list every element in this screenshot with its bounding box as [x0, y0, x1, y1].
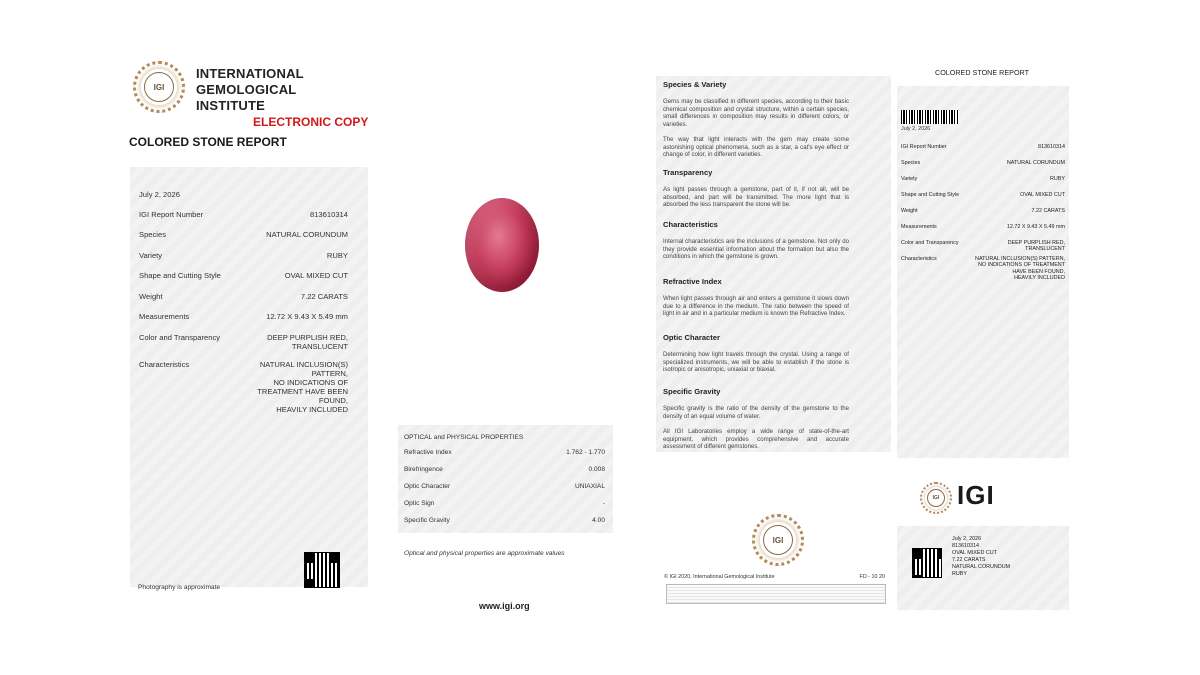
form-code: FD - 10 20: [859, 574, 885, 580]
info-page: [656, 70, 891, 615]
photo-note: Photography is approximate: [138, 584, 221, 591]
row-value-report-number: 813610314: [309, 210, 348, 219]
row-label-measurements: Measurements: [139, 312, 190, 321]
row-label-report-number: IGI Report Number: [139, 210, 204, 219]
website-link[interactable]: www.igi.org: [479, 601, 530, 611]
mini-card-line: 813610314: [952, 543, 979, 549]
diamond-icon: IGI: [144, 72, 174, 102]
igi-small-seal: [920, 482, 952, 514]
summary-label-report-number: IGI Report Number: [901, 144, 947, 150]
prop-label-biref: Birefringence: [404, 466, 443, 473]
mini-qr-code[interactable]: [912, 548, 942, 578]
summary-value-report-number: 813610314: [1038, 144, 1065, 150]
mini-card-line: RUBY: [952, 571, 967, 577]
prop-value-optic-char: UNIAXIAL: [574, 483, 605, 490]
section-heading-transparency: Transparency: [663, 168, 713, 177]
summary-value-shape: OVAL MIXED CUT: [1020, 192, 1065, 198]
prop-value-sg: 4.00: [592, 517, 605, 524]
summary-label-weight: Weight: [901, 208, 918, 214]
row-value-species: NATURAL CORUNDUM: [266, 230, 348, 239]
row-label-variety: Variety: [139, 251, 163, 260]
section-para-transparency: As light passes through a gemstone, part of it, if not all, will be absorbed, and part will be transmitted. The more light that is absorbed the less transparent the stone will be.: [663, 186, 849, 209]
row-value-shape: OVAL MIXED CUT: [284, 271, 348, 280]
prop-value-ri: 1.762 - 1.770: [566, 449, 605, 456]
prop-label-ri: Refractive Index: [404, 449, 452, 456]
prop-label-sg: Specific Gravity: [404, 517, 450, 524]
summary-value-weight: 7.22 CARATS: [1031, 208, 1065, 214]
section-para-sg-2: All IGI Laboratories employ a wide range of state-of-the-art equipment, which provides comprehensive and accurate assessment of different gemstones.: [663, 428, 849, 451]
prop-label-optic-char: Optic Character: [404, 483, 451, 490]
report-title: COLORED STONE REPORT: [129, 135, 287, 149]
igi-seal-logo: [752, 514, 804, 566]
summary-value-species: NATURAL CORUNDUM: [1006, 160, 1065, 166]
summary-value-characteristics: NATURAL INCLUSION(S) PATTERN, NO INDICATIONS OF TREATMENT HAVE BEEN FOUND, HEAVILY INCLUDED: [975, 256, 1065, 282]
summary-label-color: Color and Transparency: [901, 240, 959, 246]
summary-label-characteristics: Characteristics: [901, 256, 937, 262]
section-para-sg-1: Specific gravity is the ratio of the density of the gemstone to the density of an equal volume of water.: [663, 405, 849, 420]
igi-logo-text: IGI: [957, 480, 995, 510]
row-value-color: DEEP PURPLISH RED, TRANSLUCENT: [267, 333, 348, 351]
mini-card-line: OVAL MIXED CUT: [952, 550, 997, 556]
row-label-characteristics: Characteristics: [139, 360, 190, 369]
summary-label-measurements: Measurements: [901, 224, 937, 230]
optical-properties-table: [398, 425, 613, 575]
prop-value-optic-sign: -: [602, 500, 605, 507]
diamond-icon: IGI: [927, 489, 945, 507]
summary-label-shape: Shape and Cutting Style: [901, 192, 960, 198]
row-label-weight: Weight: [139, 292, 163, 301]
summary-title: COLORED STONE REPORT: [935, 68, 1029, 77]
section-heading-sg: Specific Gravity: [663, 387, 721, 396]
section-para-characteristics: Internal characteristics are the inclusions of a gemstone. Not only do they provide essential information about the formation but also the conditions in which the gemstone is grown.: [663, 238, 849, 261]
section-heading-characteristics: Characteristics: [663, 220, 718, 229]
igi-seal-logo: [133, 61, 185, 113]
section-heading-ri: Refractive Index: [663, 277, 722, 286]
left-report-page: [120, 55, 380, 615]
section-heading-optic: Optic Character: [663, 333, 720, 342]
ruby-gemstone-photo: [465, 198, 539, 292]
copyright-text: © IGI 2020, International Gemological Institute: [664, 574, 775, 580]
summary-label-species: Species: [901, 160, 921, 166]
row-label-species: Species: [139, 230, 167, 239]
summary-label-variety: Variety: [901, 176, 918, 182]
report-date: July 2, 2026: [139, 190, 180, 199]
summary-value-measurements: 12.72 X 9.43 X 5.49 mm: [1006, 224, 1065, 230]
summary-card-page: [893, 60, 1073, 615]
section-para-species-2: The way that light interacts with the gem may create some astonishing optical phenomena, such as a star, a cat's eye effect or change of color, in different varieties.: [663, 136, 849, 159]
security-strip: [666, 584, 886, 604]
section-para-species-1: Gems may be classified in different species, according to their basic chemical composition and crystal structure, within a certain species, small differences in composition may results in different colors, or varieties.: [663, 98, 849, 128]
row-value-measurements: 12.72 X 9.43 X 5.49 mm: [266, 312, 348, 321]
summary-value-color: DEEP PURPLISH RED, TRANSLUCENT: [1007, 240, 1065, 253]
row-value-weight: 7.22 CARATS: [300, 292, 348, 301]
section-heading-species: Species & Variety: [663, 80, 727, 89]
row-value-characteristics: NATURAL INCLUSION(S) PATTERN, NO INDICATIONS OF TREATMENT HAVE BEEN FOUND, HEAVILY INCLUDED: [257, 360, 348, 414]
diamond-icon: IGI: [763, 525, 793, 555]
section-para-optic: Determining how light travels through the crystal. Using a range of specialized instruments, we will be able to establish if the stone is isotropic or anisotropic, uniaxial or biaxial.: [663, 351, 849, 374]
barcode: [901, 110, 959, 124]
electronic-copy-label: ELECTRONIC COPY: [253, 115, 369, 129]
prop-value-biref: 0.008: [588, 466, 605, 473]
row-label-color: Color and Transparency: [139, 333, 221, 342]
section-para-ri: When light passes through air and enters a gemstone it slows down due to a difference in the medium. The ratio between the speed of light in air and in a particular medium is known the Refractive Index.: [663, 295, 849, 318]
mini-card-line: 7.22 CARATS: [952, 557, 986, 563]
qr-code[interactable]: [304, 552, 340, 588]
optical-title: OPTICAL and PHYSICAL PROPERTIES: [404, 434, 524, 441]
row-label-shape: Shape and Cutting Style: [139, 271, 221, 280]
org-name: INTERNATIONAL GEMOLOGICAL INSTITUTE: [196, 66, 304, 113]
mini-card-line: NATURAL CORUNDUM: [952, 564, 1011, 570]
mini-card-line: July 2, 2026: [952, 536, 982, 542]
summary-value-variety: RUBY: [1050, 176, 1065, 182]
prop-label-optic-sign: Optic Sign: [404, 500, 435, 507]
summary-date: July 2, 2026: [901, 126, 931, 132]
mini-card-text: [952, 536, 1010, 578]
row-value-variety: RUBY: [326, 251, 348, 260]
approx-note: Optical and physical properties are approximate values: [404, 550, 565, 557]
